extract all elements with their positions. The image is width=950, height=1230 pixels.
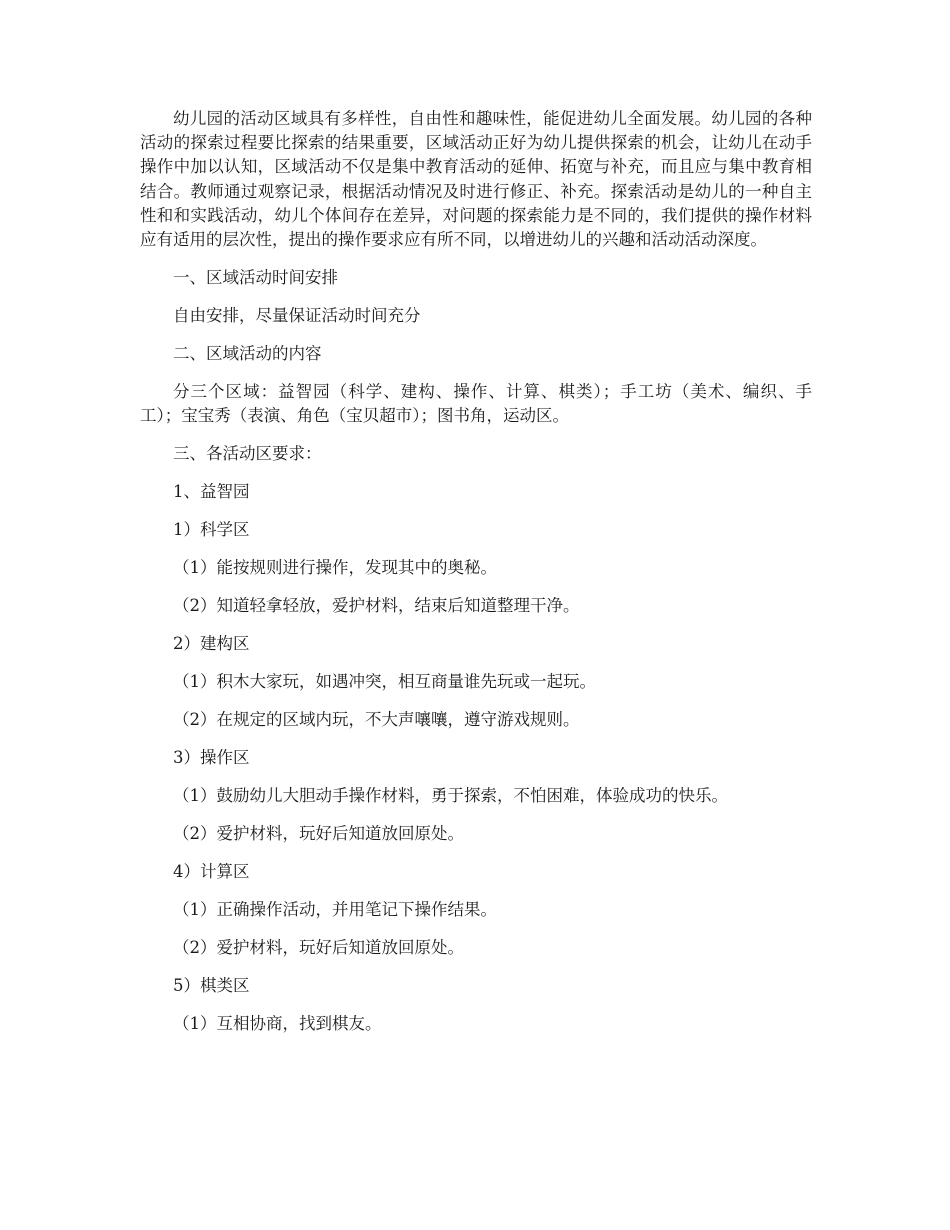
science-item-2: （2）知道轻拿轻放，爱护材料，结束后知道整理干净。	[173, 596, 580, 616]
chess-zone-heading: 5）棋类区	[173, 976, 250, 996]
intro-paragraph: 幼儿园的活动区域具有多样性，自由性和趣味性，能促进幼儿全面发展。幼儿园的各种活动的探索过程要比探索的结果重要，区域活动正好为幼儿提供探索的机会，让幼儿在动手操作中加以认知，区域活动不仅是集中教育活动的延伸、拓宽与补充，而且应与集中教育相结合。教师通过观察记录，根据活动情况及时进行修正、补充。探索活动是幼儿的一种自主性和和实践活动，幼儿个体间存在差异，对问题的探索能力是不同的，我们提供的操作材料应有适用的层次性，提出的操作要求应有所不同，以增进幼儿的兴趣和活动活动深度。	[140, 109, 812, 250]
construct-item-2: （2）在规定的区域内玩，不大声嚷嚷，遵守游戏规则。	[173, 710, 580, 730]
document-body	[140, 107, 812, 1036]
operate-zone-heading: 3）操作区	[173, 748, 250, 768]
section2-text: 分三个区域：益智园（科学、建构、操作、计算、棋类）；手工坊（美术、编织、手工）；宝宝秀（表演、角色（宝贝超市）；图书角，运动区。	[140, 382, 812, 426]
calc-zone-heading: 4）计算区	[173, 862, 250, 882]
science-item-1: （1）能按规则进行操作，发现其中的奥秘。	[173, 558, 497, 578]
construct-item-1: （1）积木大家玩，如遇冲突，相互商量谁先玩或一起玩。	[173, 672, 596, 692]
science-zone-heading: 1）科学区	[173, 520, 250, 540]
section2-heading: 二、区域活动的内容	[173, 344, 322, 364]
operate-item-2: （2）爱护材料，玩好后知道放回原处。	[173, 824, 464, 844]
section1-text: 自由安排，尽量保证活动时间充分	[173, 306, 421, 326]
chess-item-1: （1）互相协商，找到棋友。	[173, 1014, 382, 1034]
calc-item-2: （2）爱护材料，玩好后知道放回原处。	[173, 938, 464, 958]
operate-item-1: （1）鼓励幼儿大胆动手操作材料，勇于探索，不怕困难，体验成功的快乐。	[173, 786, 728, 806]
construct-zone-heading: 2）建构区	[173, 634, 250, 654]
calc-item-1: （1）正确操作活动，并用笔记下操作结果。	[173, 900, 497, 920]
section1-heading: 一、区域活动时间安排	[173, 268, 338, 288]
section3-heading: 三、各活动区要求：	[173, 444, 322, 464]
zone1-heading: 1、益智园	[173, 482, 250, 502]
